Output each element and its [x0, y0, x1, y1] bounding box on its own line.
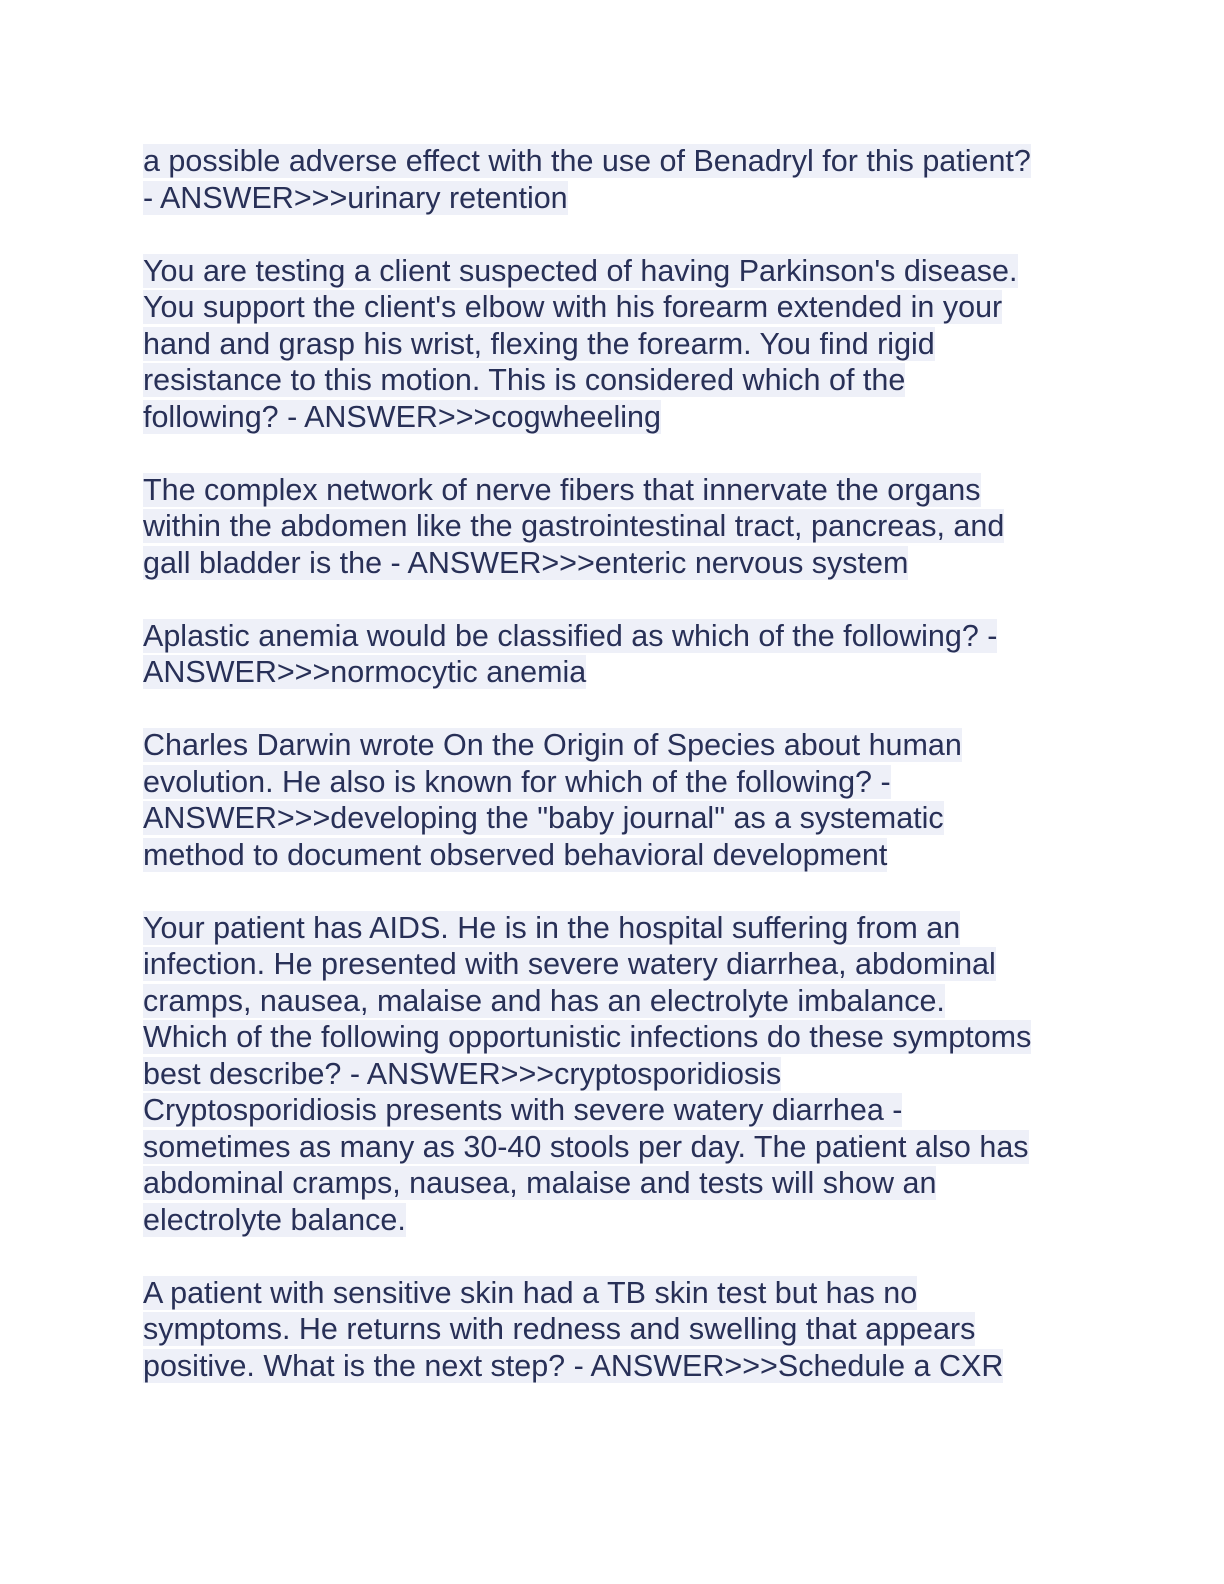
text-line: cramps, nausea, malaise and has an electrolyte imbalance. [143, 983, 945, 1018]
text-line: Which of the following opportunistic infections do these symptoms [143, 1020, 1032, 1054]
qa-block-darwin [143, 727, 1093, 873]
text-line: The complex network of nerve fibers that innervate the organs [143, 472, 981, 507]
text-line: symptoms. He returns with redness and swelling that appears [143, 1312, 976, 1346]
qa-block-aplastic-anemia [143, 618, 1093, 691]
text-line: A patient with sensitive skin had a TB skin test but has no [143, 1275, 918, 1310]
qa-block-benadryl [143, 143, 1093, 216]
text-line: a possible adverse effect with the use of Benadryl for this patient? [143, 144, 1031, 178]
text-line: sometimes as many as 30-40 stools per day. The patient also has [143, 1129, 1029, 1164]
text-line: electrolyte balance. [143, 1202, 406, 1237]
text-line: abdominal cramps, nausea, malaise and tests will show an [143, 1166, 937, 1200]
qa-block-aids [143, 910, 1093, 1239]
text-line: resistance to this motion. This is considered which of the [143, 363, 906, 397]
qa-block-parkinsons [143, 253, 1093, 436]
text-line: You are testing a client suspected of having Parkinson's disease. [143, 253, 1018, 288]
text-line: positive. What is the next step? - ANSWER>>>Schedule a CXR [143, 1348, 1004, 1383]
qa-block-enteric [143, 472, 1093, 582]
text-line: Cryptosporidiosis presents with severe watery diarrhea - [143, 1093, 903, 1127]
text-line: hand and grasp his wrist, flexing the forearm. You find rigid [143, 326, 935, 361]
text-line: infection. He presented with severe watery diarrhea, abdominal [143, 947, 996, 981]
document-page [143, 143, 1093, 1384]
text-line: within the abdomen like the gastrointestinal tract, pancreas, and [143, 509, 1005, 543]
text-line: gall bladder is the - ANSWER>>>enteric nervous system [143, 545, 909, 580]
qa-block-tb-test [143, 1275, 1093, 1385]
text-line: Your patient has AIDS. He is in the hospital suffering from an [143, 910, 961, 945]
text-line: - ANSWER>>>urinary retention [143, 180, 568, 215]
text-line: Charles Darwin wrote On the Origin of Species about human [143, 728, 962, 762]
text-line: ANSWER>>>normocytic anemia [143, 655, 587, 689]
text-line: You support the client's elbow with his forearm extended in your [143, 290, 1003, 324]
text-line: ANSWER>>>developing the "baby journal" as a systematic [143, 801, 944, 835]
text-line: best describe? - ANSWER>>>cryptosporidiosis [143, 1056, 782, 1091]
text-line: Aplastic anemia would be classified as which of the following? - [143, 618, 998, 653]
text-line: method to document observed behavioral development [143, 837, 888, 872]
text-line: following? - ANSWER>>>cogwheeling [143, 399, 661, 434]
text-line: evolution. He also is known for which of the following? - [143, 764, 891, 799]
